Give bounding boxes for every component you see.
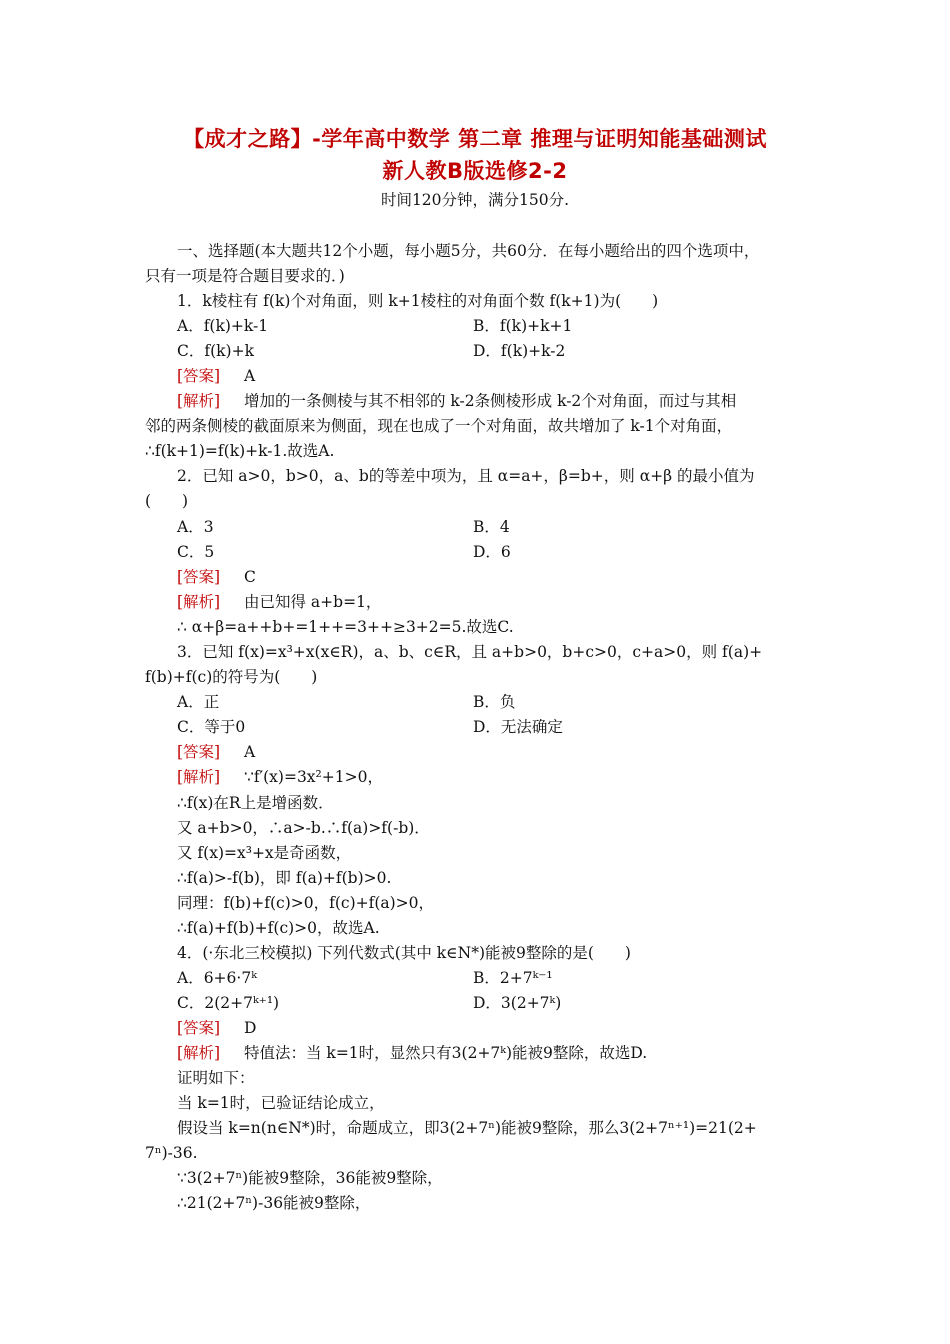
doc-title-line1: 【成才之路】-学年高中数学 第二章 推理与证明知能基础测试 [183,127,767,151]
q3-answer: A [244,743,256,761]
q2-analysis-1: 由已知得 a+b=1， [244,593,382,611]
q4-answer-tag: [答案] [177,1019,221,1037]
q4-option-d: D．3(2+7ᵏ) [473,994,562,1012]
q1-option-c: C．f(k)+k [177,342,254,360]
q3-analysis-tag: [解析] [177,768,221,786]
q2-option-d: D．6 [473,543,511,561]
q2-answer-tag: [答案] [177,568,221,586]
q4-proof-5: ∵3(2+7ⁿ)能被9整除，36能被9整除， [177,1169,443,1187]
q2-analysis-tag: [解析] [177,593,221,611]
q1-stem: 1．k棱柱有 f(k)个对角面，则 k+1棱柱的对角面个数 f(k+1)为( ) [177,292,659,310]
q4-proof-6: ∴21(2+7ⁿ)-36能被9整除， [177,1194,371,1212]
q2-analysis-2: ∴ α+β=a++b+=1++=3++≥3+2=5.故选C. [177,618,514,636]
q1-analysis-3: ∴f(k+1)=f(k)+k-1.故选A. [145,442,335,460]
q3-stem-2: f(b)+f(c)的符号为( ) [145,668,318,686]
q1-analysis-2: 邻的两条侧棱的截面原来为侧面，现在也成了一个对角面，故共增加了 k-1个对角面， [145,417,733,435]
q3-analysis-2: ∴f(x)在R上是增函数． [177,794,334,812]
q3-option-b: B．负 [473,693,516,711]
q2-option-c: C．5 [177,543,215,561]
q4-proof-1: 证明如下： [177,1069,255,1087]
q4-proof-4: 7ⁿ)-36. [145,1144,198,1162]
q3-answer-tag: [答案] [177,743,221,761]
time-limit: 时间120分钟，满分150分. [380,191,570,209]
q4-proof-2: 当 k=1时，已验证结论成立， [177,1094,385,1112]
q4-option-c: C．2(2+7ᵏ⁺¹) [177,994,280,1012]
q3-analysis-5: ∴f(a)>-f(b)，即 f(a)+f(b)>0. [177,869,392,887]
q4-analysis-tag: [解析] [177,1044,221,1062]
q1-option-d: D．f(k)+k-2 [473,342,566,360]
q3-analysis-4: 又 f(x)=x³+x是奇函数， [177,844,352,862]
q1-answer: A [244,367,256,385]
q3-stem-1: 3．已知 f(x)=x³+x(x∈R)，a、b、c∈R，且 a+b>0，b+c>0，c+a>0，则 f(a)+ [177,643,763,661]
q1-option-b: B．f(k)+k+1 [473,317,573,335]
q2-stem-1: 2．已知 a>0，b>0，a、b的等差中项为，且 α=a+，β=b+，则 α+β 的最小值为 [177,467,755,485]
q3-option-c: C．等于0 [177,718,246,736]
q2-answer: C [244,568,256,586]
q3-analysis-3: 又 a+b>0，∴a>-b.∴f(a)>f(-b)． [177,819,430,837]
q3-option-a: A．正 [177,693,220,711]
q4-proof-3: 假设当 k=n(n∈N*)时，命题成立，即3(2+7ⁿ)能被9整除，那么3(2+7ⁿ⁺¹)=21(2+ [177,1119,757,1137]
q3-analysis-6: 同理：f(b)+f(c)>0，f(c)+f(a)>0， [177,894,435,912]
q3-option-d: D．无法确定 [473,718,563,736]
q2-option-a: A．3 [177,518,214,536]
q2-option-b: B．4 [473,518,510,536]
section-intro-2: 只有一项是符合题目要求的．) [145,267,345,285]
q1-option-a: A．f(k)+k-1 [177,317,269,335]
q3-analysis-7: ∴f(a)+f(b)+f(c)>0，故选A. [177,919,380,937]
q4-stem: 4．(·东北三校模拟) 下列代数式(其中 k∈N*)能被9整除的是( ) [177,944,631,962]
q4-answer: D [244,1019,257,1037]
section-intro-1: 一、选择题(本大题共12个小题，每小题5分，共60分．在每小题给出的四个选项中， [177,242,760,260]
doc-title-line2: 新人教B版选修2-2 [382,159,568,183]
q1-analysis-tag: [解析] [177,392,221,410]
q1-answer-tag: [答案] [177,367,221,385]
q4-option-a: A．6+6·7ᵏ [177,969,257,987]
q1-analysis-1: 增加的一条侧棱与其不相邻的 k-2条侧棱形成 k-2个对角面，而过与其相 [244,392,737,410]
q2-stem-2: ( ) [145,492,189,510]
q3-analysis-1: ∵f′(x)=3x²+1>0， [244,768,383,786]
q4-analysis-1: 特值法：当 k=1时，显然只有3(2+7ᵏ)能被9整除，故选D. [244,1044,648,1062]
q4-option-b: B．2+7ᵏ⁻¹ [473,969,553,987]
